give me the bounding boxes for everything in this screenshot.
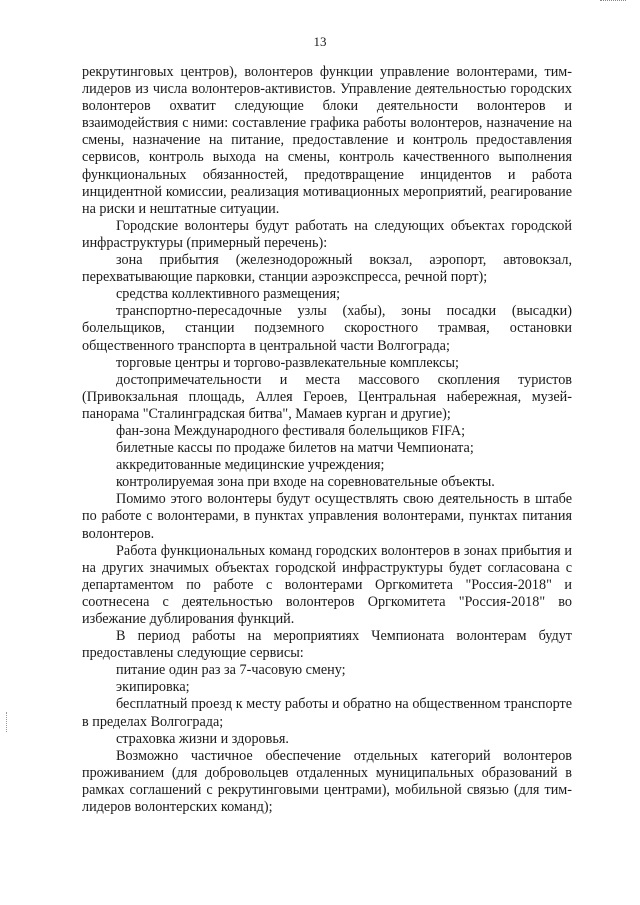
scan-corner-mark	[600, 0, 626, 4]
document-body	[82, 64, 572, 816]
paragraph: Работа функциональных команд городских волонтеров в зонах прибытия и на других значимых объектах городской инфраструктуры будет согласована с департаментом по работе с волонтерами Оргкомитета "Россия-2018" и соотнесена с деятельностью волонтеров Оргкомитета "Россия-2018" во избежание дублирования функций.	[82, 542, 572, 627]
paragraph: фан-зона Международного фестиваля болельщиков FIFA;	[116, 422, 466, 439]
page-number: 13	[313, 34, 327, 49]
paragraph: торговые центры и торгово-развлекательные комплексы;	[116, 354, 459, 371]
paragraph: страховка жизни и здоровья.	[116, 730, 289, 747]
paragraph: контролируемая зона при входе на соревновательные объекты.	[116, 474, 495, 491]
paragraph: достопримечательности и места массового скопления туристов (Привокзальная площадь, Аллея Героев, Центральная набережная, музей-панорама "Сталинградская битва", Мамаев курган и другие);	[82, 371, 572, 422]
paragraph: билетные кассы по продаже билетов на матчи Чемпионата;	[116, 440, 474, 457]
paragraph: транспортно-пересадочные узлы (хабы), зоны посадки (высадки) болельщиков, станции подземного скоростного трамвая, остановки общественного транспорта в центральной части Волгограда;	[82, 303, 572, 354]
scan-margin-mark	[6, 712, 8, 732]
paragraph: экипировка;	[116, 679, 190, 696]
paragraph: В период работы на мероприятиях Чемпионата волонтерам будут предоставлены следующие сервисы:	[82, 628, 572, 662]
paragraph: питание один раз за 7-часовую смену;	[116, 662, 346, 679]
paragraph: Помимо этого волонтеры будут осуществлять свою деятельность в штабе по работе с волонтерами, в пунктах управления волонтерами, пунктах питания волонтеров.	[82, 491, 572, 542]
paragraph: Возможно частичное обеспечение отдельных категорий волонтеров проживанием (для добровольцев отдаленных муниципальных образований в рамках соглашений с рекрутинговыми центрами), мобильной связью (для тим-лидеров волонтерских команд);	[82, 747, 572, 816]
paragraph: средства коллективного размещения;	[116, 286, 341, 303]
paragraph-continued: рекрутинговых центров), волонтеров функции управление волонтерами, тим-лидеров из числа волонтеров-активистов. Управление деятельностью городских волонтеров охватит следующие блоки деятельности волонтеров и взаимодействия с ними: составление графика работы волонтеров, назначение на смены, назначение на питание, предоставление и контроль предоставления сервисов, контроль выхода на смены, контроль качественного выполнения функциональных обязанностей, предотвращение инцидентов и работа инцидентной комиссии, реализация мотивационных мероприятий, реагирование на риски и нештатные ситуации.	[82, 64, 572, 217]
paragraph: бесплатный проезд к месту работы и обратно на общественном транспорте в пределах Волгограда;	[82, 696, 572, 730]
paragraph: зона прибытия (железнодорожный вокзал, аэропорт, автовокзал, перехватывающие парковки, станции аэроэкспресса, речной порт);	[82, 252, 572, 286]
paragraph: аккредитованные медицинские учреждения;	[116, 457, 385, 474]
paragraph: Городские волонтеры будут работать на следующих объектах городской инфраструктуры (примерный перечень):	[82, 217, 572, 251]
